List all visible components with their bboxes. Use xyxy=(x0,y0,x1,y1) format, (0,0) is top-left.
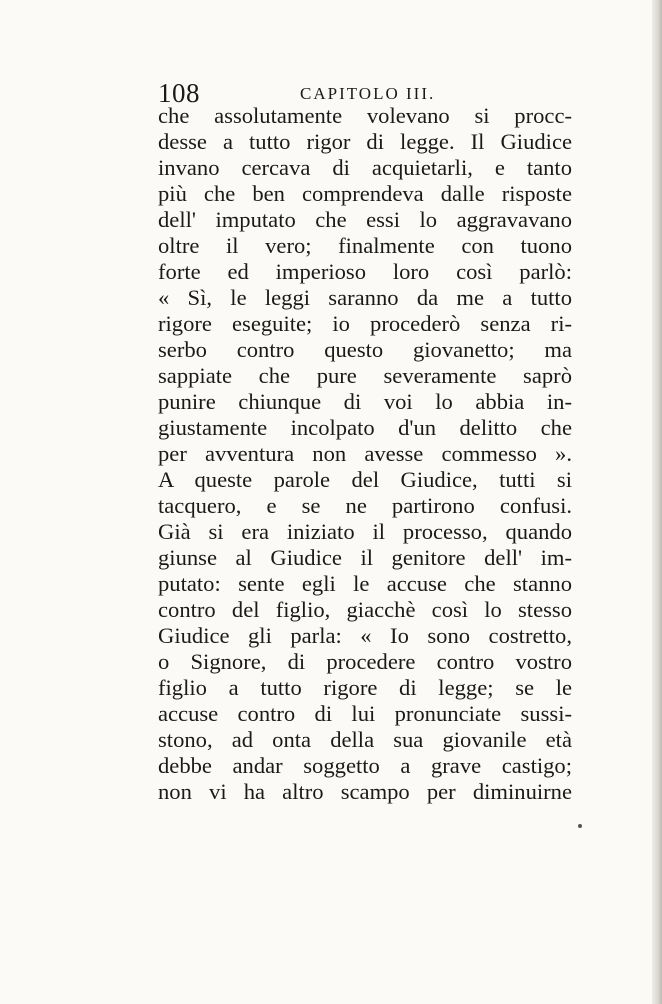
page-number: 108 xyxy=(158,78,200,108)
text-line: putato: sente egli le accuse che stanno xyxy=(158,571,572,596)
chapter-title: CAPITOLO III. xyxy=(300,84,436,103)
text-line: giunse al Giudice il genitore dell' im- xyxy=(158,545,572,570)
text-line: « Sì, le leggi saranno da me a tutto xyxy=(158,285,572,310)
text-line: o Signore, di procedere contro vostro xyxy=(158,649,572,674)
text-line: che assolutamente volevano si procc- xyxy=(158,103,572,128)
text-line: figlio a tutto rigore di legge; se le xyxy=(158,675,572,700)
ink-speck xyxy=(578,824,582,828)
text-line: invano cercava di acquietarli, e tanto xyxy=(158,155,572,180)
text-line: punire chiunque di voi lo abbia in- xyxy=(158,389,572,414)
text-line: accuse contro di lui pronunciate sussi- xyxy=(158,701,572,726)
body-text xyxy=(158,103,572,805)
text-line: forte ed imperioso loro così parlò: xyxy=(158,259,572,284)
text-line: contro del figlio, giacchè così lo stesso xyxy=(158,597,572,622)
text-line: non vi ha altro scampo per diminuirne xyxy=(158,779,572,804)
page-edge-shadow xyxy=(652,0,662,1004)
text-line: tacquero, e se ne partirono confusi. xyxy=(158,493,572,518)
text-line: serbo contro questo giovanetto; ma xyxy=(158,337,572,362)
text-line: Giudice gli parla: « Io sono costretto, xyxy=(158,623,572,648)
text-line: oltre il vero; finalmente con tuono xyxy=(158,233,572,258)
text-line: A queste parole del Giudice, tutti si xyxy=(158,467,572,492)
text-line: rigore eseguite; io procederò senza ri- xyxy=(158,311,572,336)
text-line: Già si era iniziato il processo, quando xyxy=(158,519,572,544)
text-line: debbe andar soggetto a grave castigo; xyxy=(158,753,572,778)
text-line: giustamente incolpato d'un delitto che xyxy=(158,415,572,440)
text-line: dell' imputato che essi lo aggravavano xyxy=(158,207,572,232)
text-line: stono, ad onta della sua giovanile età xyxy=(158,727,572,752)
text-line: più che ben comprendeva dalle risposte xyxy=(158,181,572,206)
text-line: sappiate che pure severamente saprò xyxy=(158,363,572,388)
text-line: desse a tutto rigor di legge. Il Giudice xyxy=(158,129,572,154)
text-line: per avventura non avesse commesso ». xyxy=(158,441,572,466)
